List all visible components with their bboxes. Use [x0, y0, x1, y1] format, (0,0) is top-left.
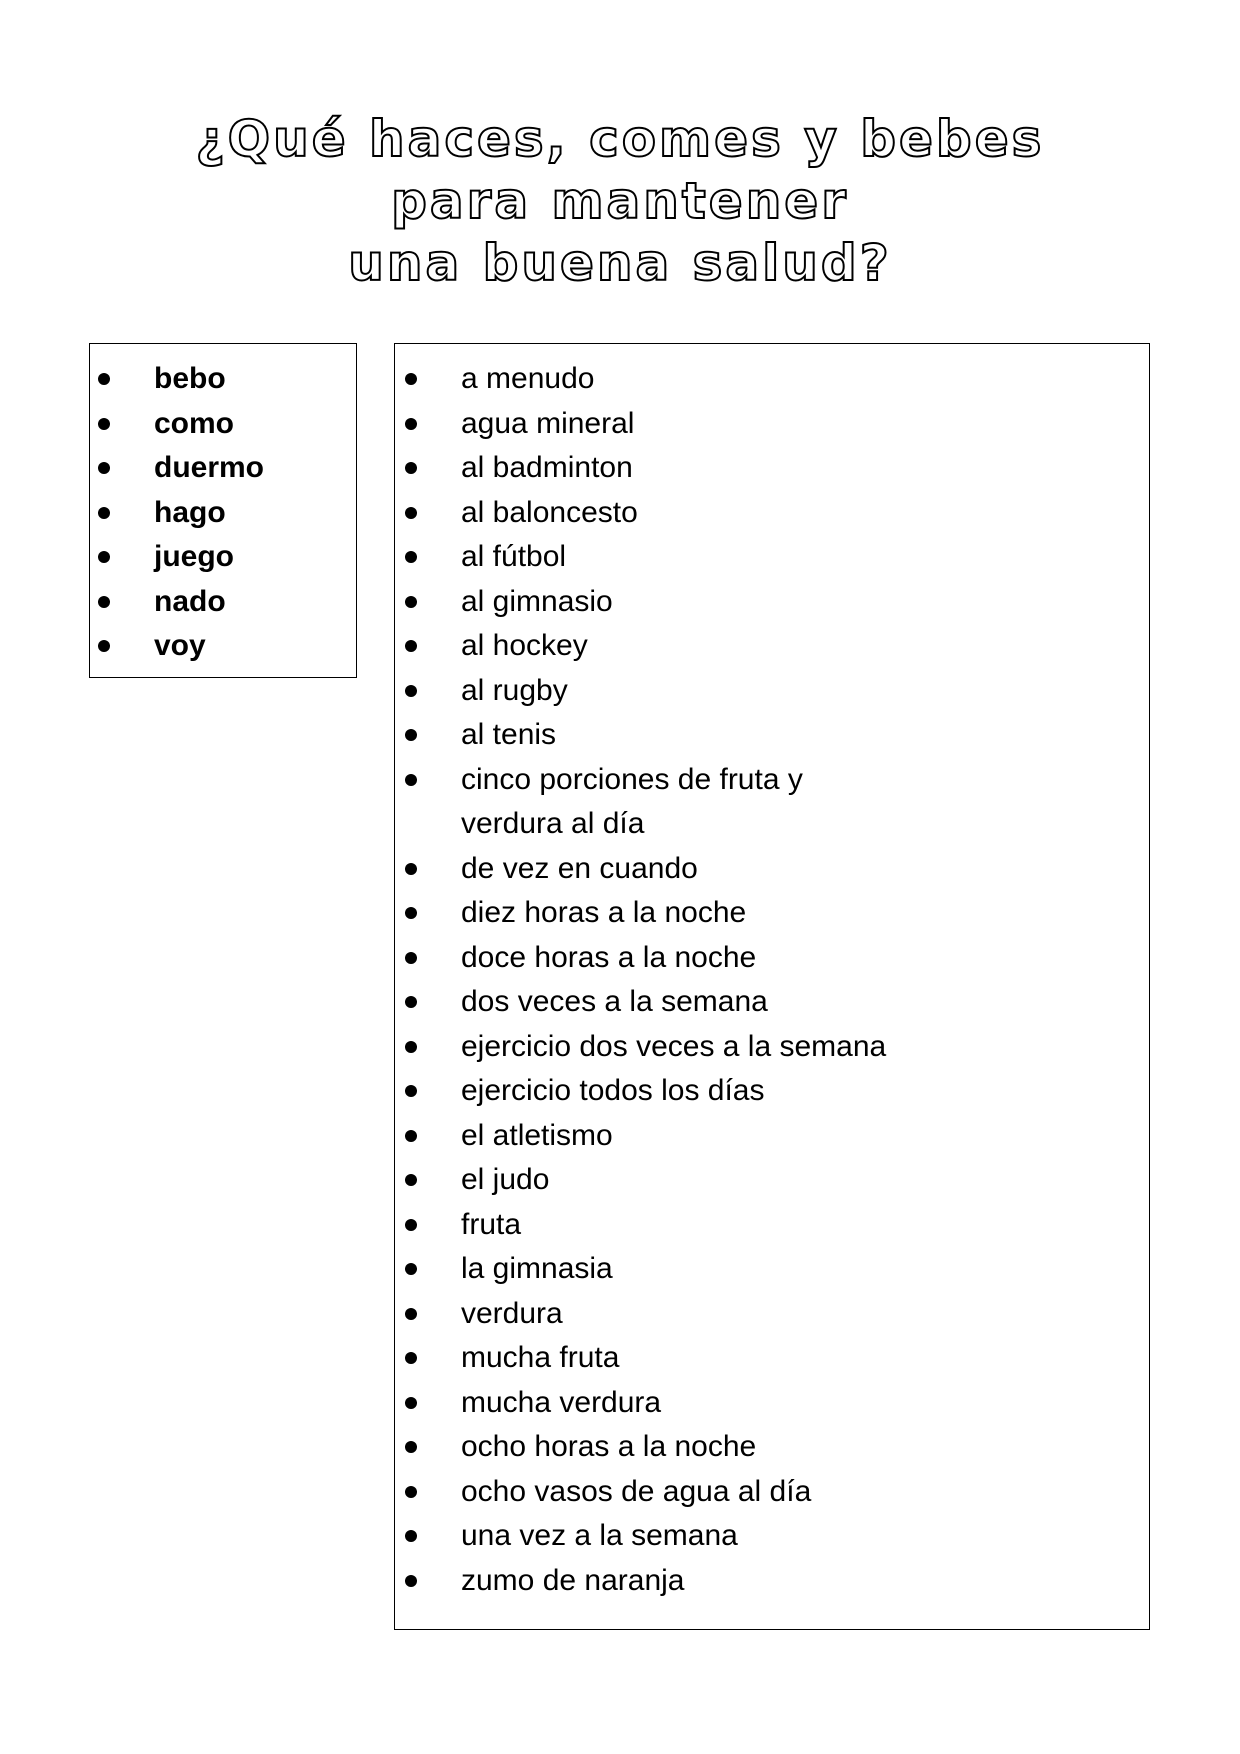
bullet-icon [405, 1174, 417, 1186]
verb-item [90, 357, 264, 402]
phrase-text: el judo [461, 1163, 550, 1196]
phrase-text: ejercicio dos veces a la semana [461, 1029, 887, 1063]
phrase-text: dos veces a la semana [461, 985, 768, 1018]
phrase-item [395, 1203, 886, 1248]
phrase-item [395, 580, 886, 625]
verb-text: bebo [154, 362, 226, 395]
bullet-icon [405, 462, 417, 474]
phrase-text: al rugby [461, 673, 568, 707]
bullet-icon [405, 1352, 417, 1364]
bullet-icon [405, 907, 417, 919]
phrase-text: de vez en cuando [461, 851, 698, 885]
phrase-text: al gimnasio [461, 584, 613, 618]
bullet-icon [98, 462, 110, 474]
bullet-icon [405, 418, 417, 430]
verb-text: voy [154, 629, 206, 662]
bullet-icon [405, 1397, 417, 1409]
bullet-icon [405, 1308, 417, 1320]
phrase-text: ocho horas a la noche [461, 1430, 757, 1463]
phrase-text: ejercicio todos los días [461, 1074, 765, 1107]
phrase-text: zumo de naranja [461, 1563, 685, 1597]
bullet-icon [405, 685, 417, 697]
phrase-text: agua mineral [461, 406, 635, 440]
bullet-icon [405, 1530, 417, 1542]
phrase-text: doce horas a la noche [461, 940, 757, 974]
verb-item [90, 624, 264, 669]
bullet-icon [405, 952, 417, 964]
page-title [60, 108, 1180, 294]
bullet-icon [98, 373, 110, 385]
phrase-text: una vez a la semana [461, 1519, 738, 1552]
verb-item [90, 446, 264, 491]
verbs-list [90, 357, 264, 669]
phrases-box [394, 343, 1150, 1630]
phrase-item [395, 1559, 886, 1604]
verb-text: juego [154, 540, 234, 573]
phrase-item [395, 1381, 886, 1426]
verbs-box [89, 343, 357, 678]
phrase-item [395, 1425, 886, 1470]
bullet-icon [405, 1041, 417, 1053]
phrase-text: al fútbol [461, 540, 567, 573]
phrase-text: al baloncesto [461, 495, 638, 529]
phrase-item [395, 1247, 886, 1292]
verb-text: nado [154, 584, 226, 618]
phrase-item [395, 535, 886, 580]
bullet-icon [405, 729, 417, 741]
bullet-icon [405, 1130, 417, 1142]
bullet-icon [405, 373, 417, 385]
bullet-icon [405, 1085, 417, 1097]
phrase-item [395, 1470, 886, 1515]
phrase-item [395, 1336, 886, 1381]
bullet-icon [405, 640, 417, 652]
bullet-icon [405, 996, 417, 1008]
phrase-text: verdura [461, 1296, 563, 1330]
phrase-item [395, 491, 886, 536]
bullet-icon [405, 774, 417, 786]
bullet-icon [405, 1486, 417, 1498]
verb-item [90, 535, 264, 580]
phrase-text: la gimnasia [461, 1252, 613, 1285]
phrase-text: cinco porciones de fruta y verdura al día [461, 762, 803, 840]
phrase-item [395, 1025, 886, 1070]
phrase-item [395, 713, 886, 758]
phrase-text: al badminton [461, 451, 633, 484]
bullet-icon [98, 418, 110, 430]
phrase-item [395, 669, 886, 714]
phrase-text: mucha verdura [461, 1385, 662, 1419]
phrase-item [395, 980, 886, 1025]
phrase-item [395, 1114, 886, 1159]
phrase-text: el atletismo [461, 1118, 613, 1152]
phrases-list [395, 357, 886, 1603]
phrase-text: a menudo [461, 362, 595, 395]
title-line-1: ¿Qué haces, comes y bebes [195, 110, 1045, 168]
bullet-icon [405, 863, 417, 875]
verb-item [90, 491, 264, 536]
phrase-item [395, 891, 886, 936]
verb-text: duermo [154, 451, 265, 484]
phrase-item [395, 847, 886, 892]
phrase-text: diez horas a la noche [461, 896, 747, 929]
phrase-item [395, 446, 886, 491]
phrase-text: al tenis [461, 718, 557, 751]
phrase-item [395, 1069, 886, 1114]
verb-text: como [154, 406, 235, 440]
bullet-icon [98, 507, 110, 519]
phrase-text: al hockey [461, 629, 588, 662]
phrase-item [395, 357, 886, 402]
phrase-item [395, 758, 886, 847]
phrase-item [395, 402, 886, 447]
bullet-icon [405, 596, 417, 608]
bullet-icon [405, 1263, 417, 1275]
phrase-item [395, 1158, 886, 1203]
bullet-icon [98, 596, 110, 608]
bullet-icon [405, 1441, 417, 1453]
phrase-item [395, 936, 886, 981]
bullet-icon [405, 507, 417, 519]
verb-item [90, 402, 264, 447]
title-line-2: para mantener [391, 172, 849, 230]
bullet-icon [405, 1575, 417, 1587]
phrase-text: mucha fruta [461, 1341, 620, 1374]
bullet-icon [405, 551, 417, 563]
phrase-item [395, 1514, 886, 1559]
bullet-icon [98, 551, 110, 563]
bullet-icon [405, 1219, 417, 1231]
verb-text: hago [154, 495, 226, 529]
phrase-text: fruta [461, 1207, 522, 1241]
bullet-icon [98, 640, 110, 652]
verb-item [90, 580, 264, 625]
title-line-3: una buena salud? [348, 234, 892, 292]
phrase-item [395, 1292, 886, 1337]
phrase-text: ocho vasos de agua al día [461, 1474, 812, 1508]
phrase-item [395, 624, 886, 669]
